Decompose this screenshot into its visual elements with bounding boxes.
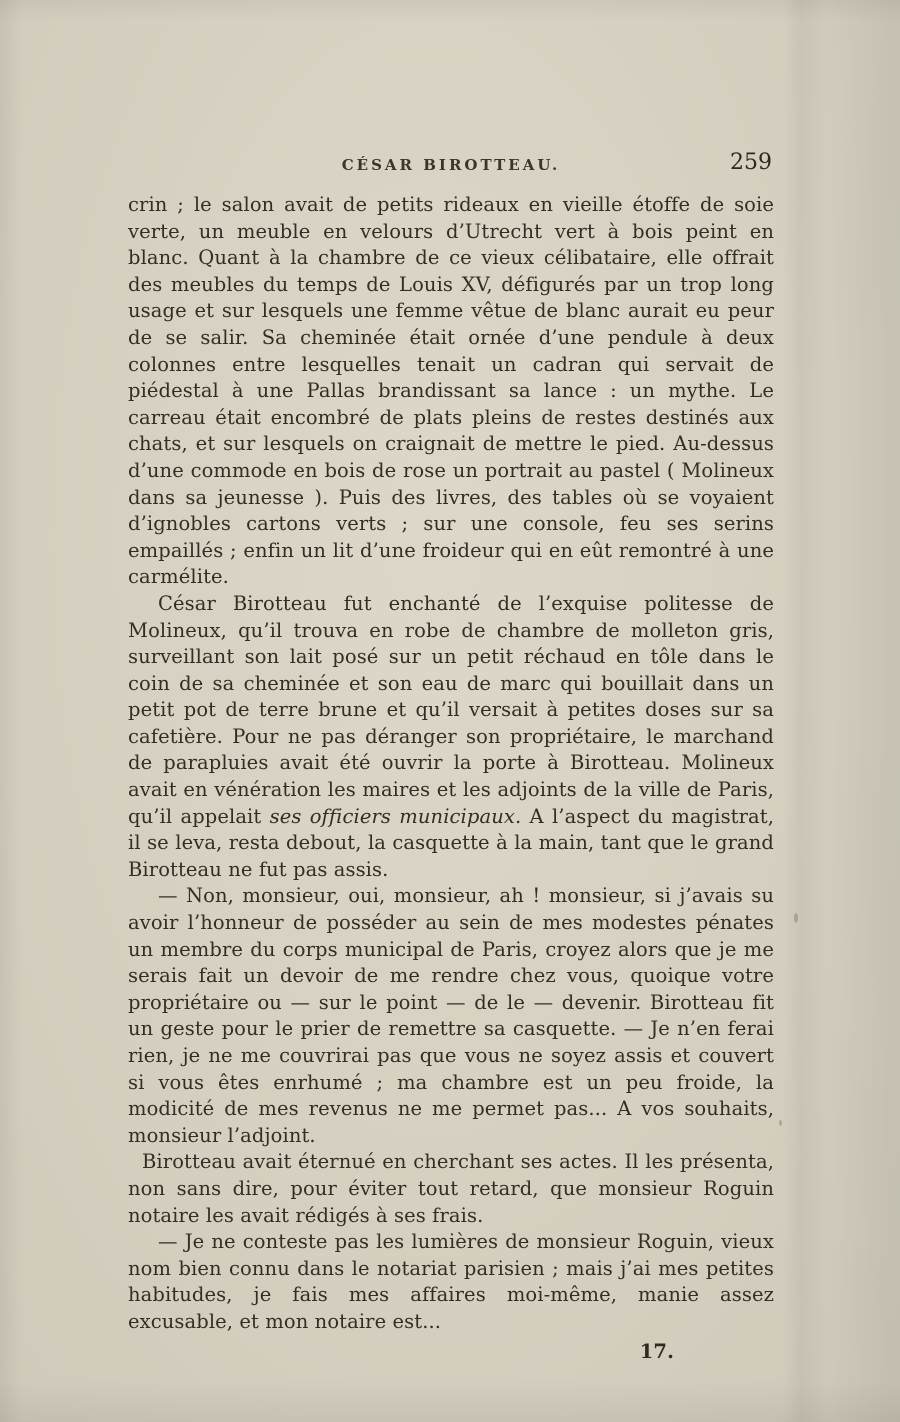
- page-body: [128, 192, 774, 1365]
- paragraph-4: Birotteau avait éternué en cherchant ses actes. Il les présenta, non sans dire, pour éviter tout retard, que monsieur Roguin notaire les avait rédigés à ses frais.: [128, 1150, 774, 1227]
- scan-speck: [779, 1120, 782, 1126]
- paragraph-2: [128, 591, 774, 884]
- paragraph-2-italic-phrase: ses officiers municipaux.: [269, 804, 522, 828]
- text-block: [128, 150, 774, 1365]
- paragraph-2-text-after: A l’aspect du magistrat, il se leva, resta debout, la casquette à la main, tant que le grand Birotteau ne fut pas assis.: [128, 804, 774, 881]
- paragraph-3: — Non, monsieur, oui, monsieur, ah ! monsieur, si j’avais su avoir l’honneur de posséder au sein de mes modestes pénates un membre du corps municipal de Paris, croyez alors que je me serais fait un devoir de me rendre chez vous, quoique votre propriétaire ou — sur le point — de le — devenir. Birotteau fit un geste pour le prier de remettre sa casquette. — Je n’en ferai rien, je ne me couvrirai pas que vous ne soyez assis et couvert si vous êtes enrhumé ; ma chambre est un peu froide, la modicité de mes revenus ne me permet pas... A vos souhaits, monsieur l’adjoint.: [128, 884, 774, 1147]
- paragraph-1: crin ; le salon avait de petits rideaux en vieille étoffe de soie verte, un meuble en velours d’Utrecht vert à bois peint en blanc. Quant à la chambre de ce vieux célibataire, elle offrait des meubles du temps de Louis XV, défigurés par un trop long usage et sur lesquels une femme vêtue de blanc aurait eu peur de se salir. Sa cheminée était ornée d’une pendule à deux colonnes entre lesquelles tenait un cadran qui servait de piédestal à une Pallas brandissant sa lance : un mythe. Le carreau était encombré de plats pleins de restes destinés aux chats, et sur lesquels on craignait de mettre le pied. Au-dessus d’une commode en bois de rose un portrait au pastel ( Molineux dans sa jeunesse ). Puis des livres, des tables où se voyaient d’ignobles cartons verts ; sur une console, feu ses serins empaillés ; enfin un lit d’une froideur qui en eût remontré à une carmélite.: [128, 193, 774, 589]
- signature-mark: 17.: [639, 1339, 674, 1363]
- scan-speck: [794, 913, 798, 923]
- page-header: [128, 150, 774, 184]
- running-head: CÉSAR BIROTTEAU.: [341, 156, 561, 174]
- paragraph-2-text-before: César Birotteau fut enchanté de l’exquise politesse de Molineux, qu’il trouva en robe de chambre de molleton gris, surveillant son lait posé sur un petit réchaud en tôle dans le coin de sa cheminée et son eau de marc qui bouillait dans un petit pot de terre brune et qu’il versait à petites doses sur sa cafetière. Pour ne pas déranger son propriétaire, le marchand de parapluies avait été ouvrir la porte à Birotteau. Molineux avait en vénération les maires et les adjoints de la ville de Paris, qu’il appelait: [128, 591, 774, 828]
- paragraph-5: — Je ne conteste pas les lumières de monsieur Roguin, vieux nom bien connu dans le notariat parisien ; mais j’ai mes petites habitudes, je fais mes affaires moi-même, manie assez excusable, et mon notaire est...: [128, 1230, 774, 1333]
- page-number: 259: [730, 150, 772, 175]
